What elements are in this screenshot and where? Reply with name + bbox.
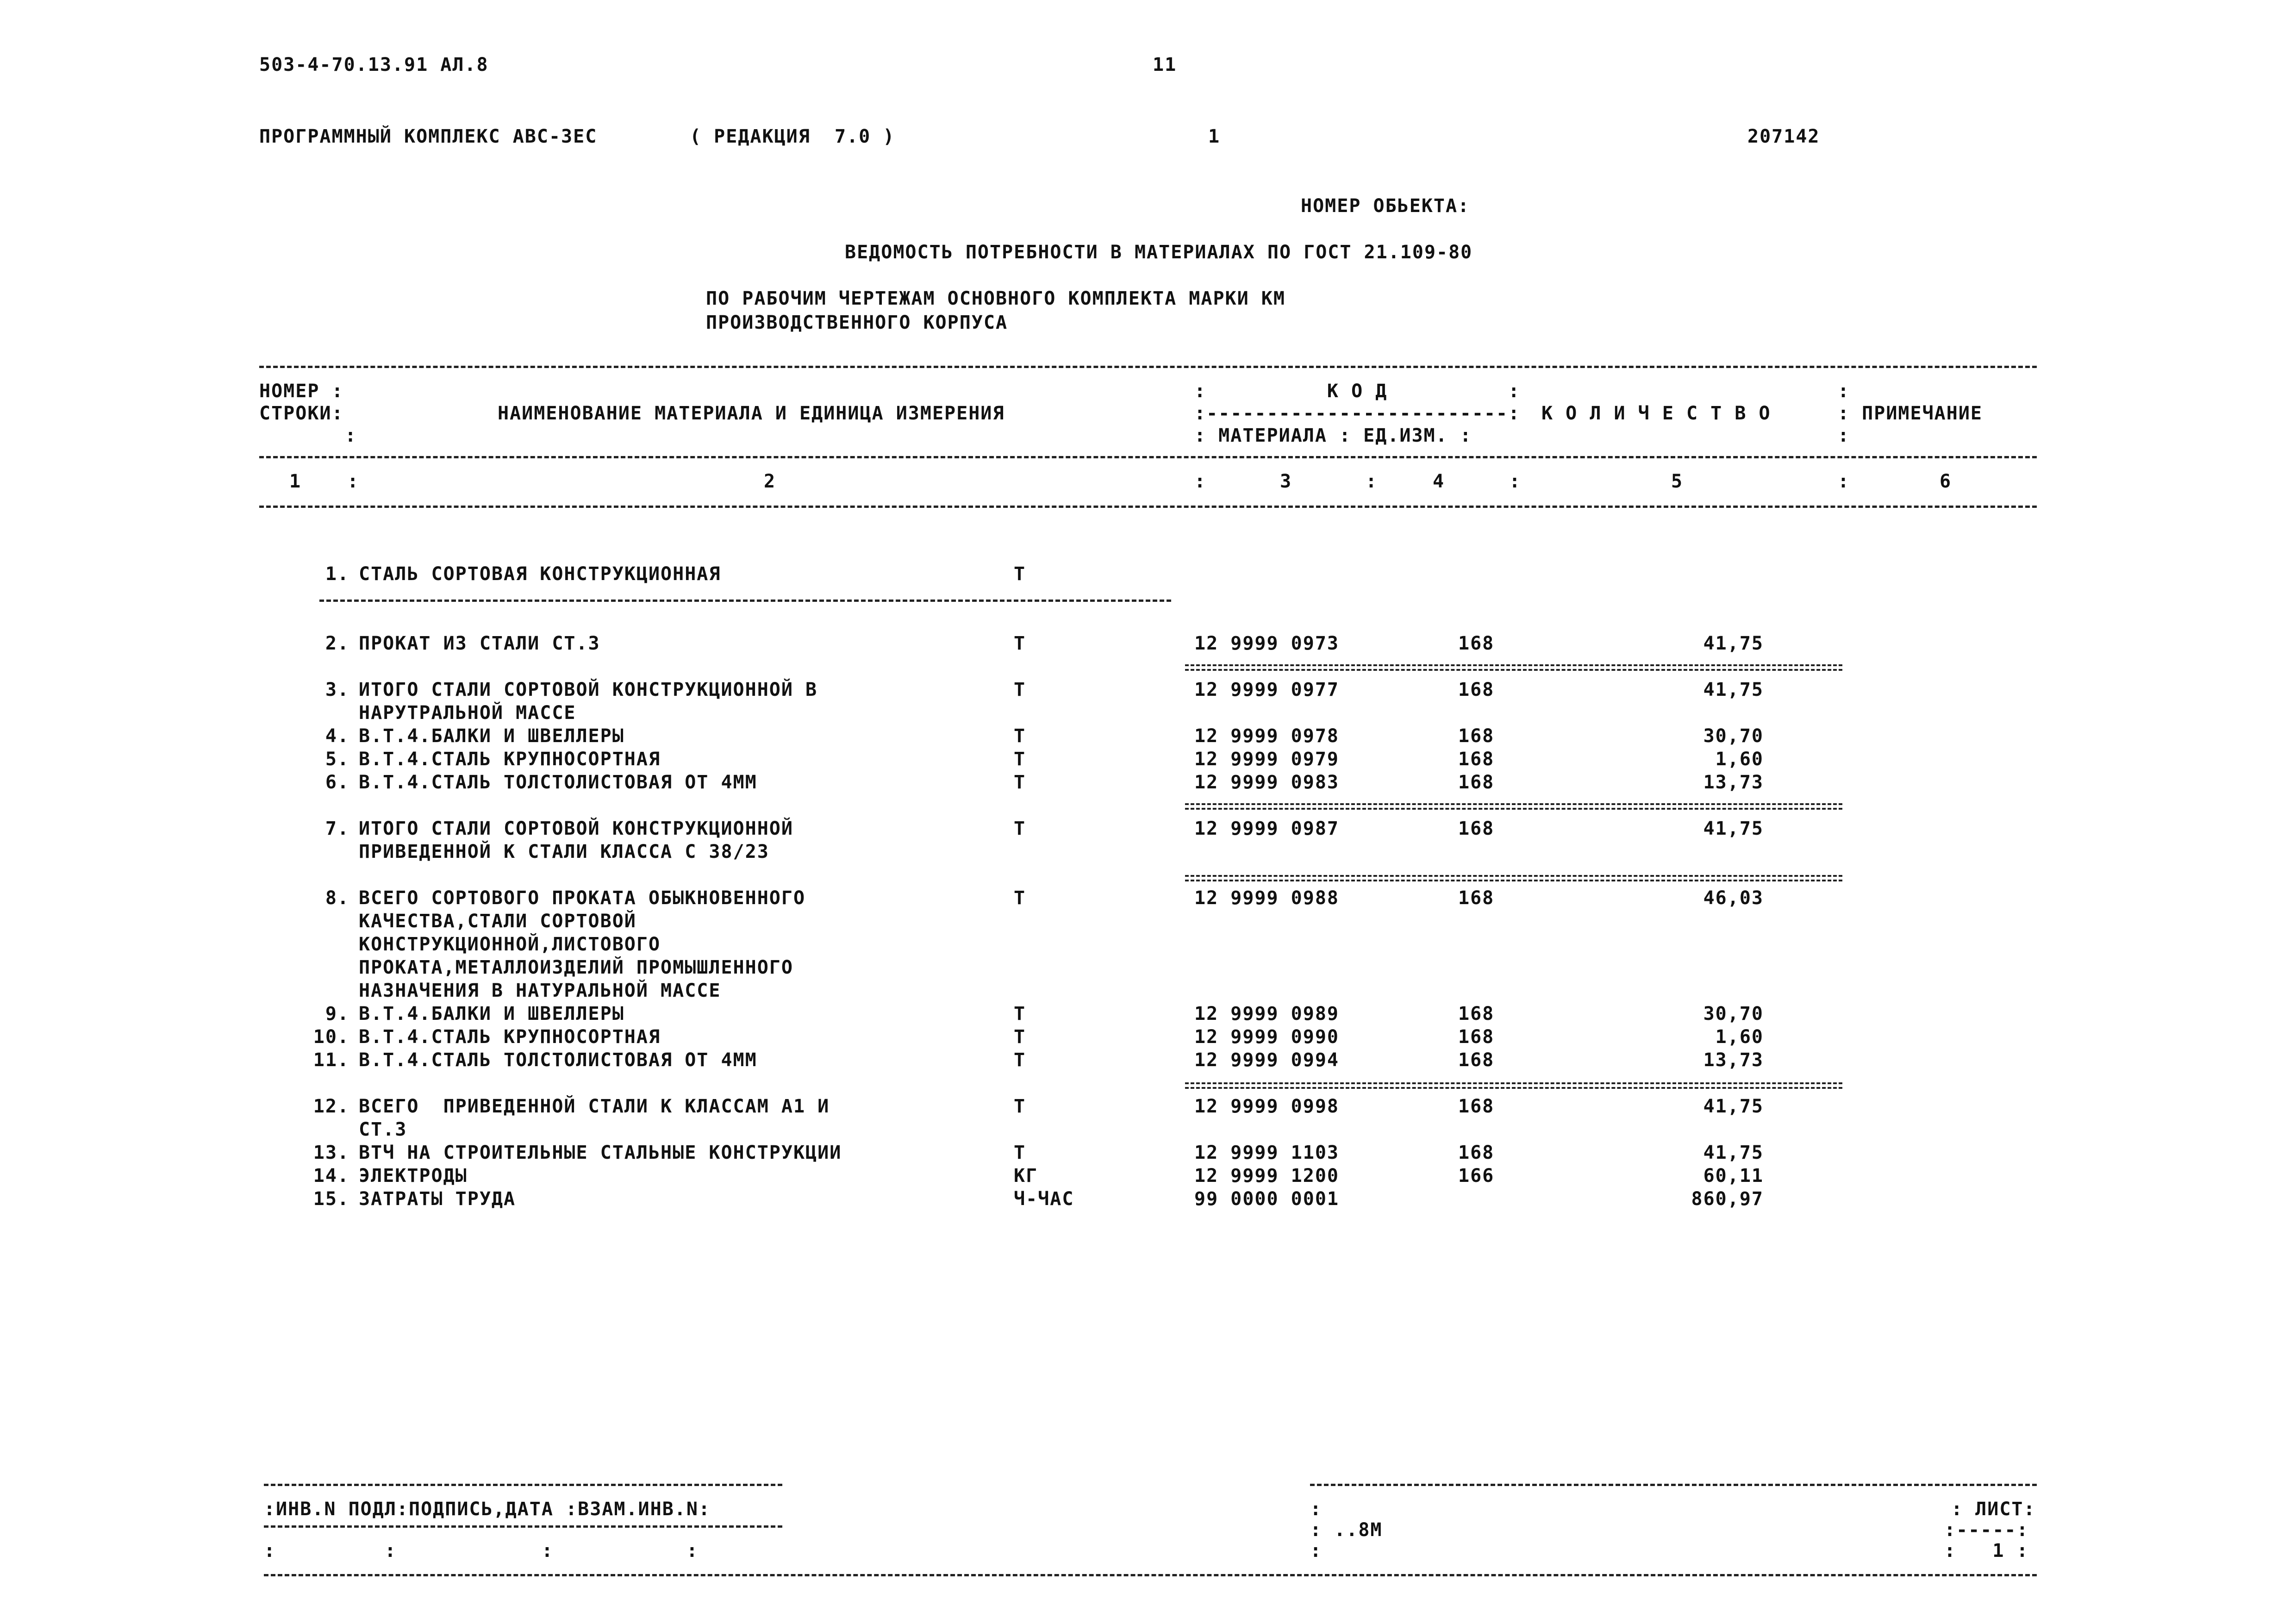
unit-value: Т bbox=[1014, 1142, 1026, 1163]
material-name: ВСЕГО ПРИВЕДЕННОЙ СТАЛИ К КЛАССАМ А1 И bbox=[359, 1096, 830, 1117]
quantity-value: 60,11 bbox=[1703, 1165, 1764, 1187]
quantity-value: 46,03 bbox=[1703, 887, 1764, 909]
total-rule bbox=[1185, 803, 1842, 810]
footer-sheet-label: : ЛИСТ: bbox=[1951, 1499, 2036, 1520]
note-separator-1: : bbox=[1838, 381, 1850, 402]
material-name: ПРОКАТ ИЗ СТАЛИ СТ.3 bbox=[359, 633, 600, 654]
material-name: В.Т.4.СТАЛЬ ТОЛСТОЛИСТОВАЯ ОТ 4ММ bbox=[359, 772, 757, 793]
material-name: В.Т.4.СТАЛЬ ТОЛСТОЛИСТОВАЯ ОТ 4ММ bbox=[359, 1049, 757, 1071]
note-separator-3: : bbox=[1838, 425, 1850, 446]
unit-value: Ч-ЧАС bbox=[1014, 1188, 1074, 1210]
footer-left-cells: : : : : bbox=[264, 1540, 699, 1562]
material-code: 12 9999 1200 bbox=[1194, 1165, 1339, 1187]
unit-value: Т bbox=[1014, 818, 1026, 839]
object-number-label: НОМЕР ОБЬЕКТА: bbox=[1301, 195, 1470, 217]
material-name: СТ.3 bbox=[359, 1119, 407, 1140]
material-code: 12 9999 0990 bbox=[1194, 1026, 1339, 1048]
quantity-value: 13,73 bbox=[1703, 772, 1764, 793]
footer-rule-left-top bbox=[264, 1484, 782, 1486]
unit-code: 168 bbox=[1458, 818, 1495, 839]
material-name: ВТЧ НА СТРОИТЕЛЬНЫЕ СТАЛЬНЫЕ КОНСТРУКЦИИ bbox=[359, 1142, 842, 1163]
unit-code: 168 bbox=[1458, 725, 1495, 747]
material-code: 99 0000 0001 bbox=[1194, 1188, 1339, 1210]
total-rule bbox=[1185, 875, 1842, 881]
unit-value: Т bbox=[1014, 725, 1026, 747]
row-number: 9. bbox=[325, 1003, 349, 1024]
unit-code: 168 bbox=[1458, 633, 1495, 654]
quantity-value: 13,73 bbox=[1703, 1049, 1764, 1071]
unit-code: 168 bbox=[1458, 1026, 1495, 1048]
unit-code: 166 bbox=[1458, 1165, 1495, 1187]
material-code: 12 9999 0998 bbox=[1194, 1096, 1339, 1117]
header-rule-bottom bbox=[259, 506, 2037, 508]
footer-mid-sep-1: : bbox=[1310, 1499, 1323, 1520]
quantity-value: 1,60 bbox=[1715, 1026, 1764, 1048]
row-number: 15. bbox=[313, 1188, 349, 1210]
material-name: В.Т.4.СТАЛЬ КРУПНОСОРТНАЯ bbox=[359, 1026, 661, 1048]
program-name: ПРОГРАММНЫЙ КОМПЛЕКС АВС-3ЕС bbox=[259, 126, 598, 147]
row-number: 10. bbox=[313, 1026, 349, 1048]
subtitle-line-1: ПО РАБОЧИМ ЧЕРТЕЖАМ ОСНОВНОГО КОМПЛЕКТА МАРКИ КМ bbox=[706, 288, 1285, 309]
material-name: ЗАТРАТЫ ТРУДА bbox=[359, 1188, 516, 1210]
material-name: В.Т.4.СТАЛЬ КРУПНОСОРТНАЯ bbox=[359, 749, 661, 770]
row-number: 6. bbox=[325, 772, 349, 793]
row-number-heading-2: СТРОКИ: bbox=[259, 403, 344, 424]
material-code: 12 9999 0994 bbox=[1194, 1049, 1339, 1071]
material-code: 12 9999 0973 bbox=[1194, 633, 1339, 654]
note-heading: : ПРИМЕЧАНИЕ bbox=[1838, 403, 1983, 424]
material-name: СТАЛЬ СОРТОВАЯ КОНСТРУКЦИОННАЯ bbox=[359, 563, 721, 585]
unit-code: 168 bbox=[1458, 1096, 1495, 1117]
col-number-2: 2 bbox=[764, 471, 776, 492]
material-name: НАЗНАЧЕНИЯ В НАТУРАЛЬНОЙ МАССЕ bbox=[359, 980, 721, 1001]
page-number: 11 bbox=[1153, 54, 1177, 75]
material-name: ВСЕГО СОРТОВОГО ПРОКАТА ОБЫКНОВЕННОГО bbox=[359, 887, 806, 909]
unit-code: 168 bbox=[1458, 1003, 1495, 1024]
footer-rule-left-mid bbox=[264, 1525, 782, 1528]
footer-sheet-rule: :-----: bbox=[1944, 1519, 2029, 1541]
page-title: ВЕДОМОСТЬ ПОТРЕБНОСТИ В МАТЕРИАЛАХ ПО ГОСТ 21.109-80 bbox=[845, 242, 1473, 263]
row-number: 13. bbox=[313, 1142, 349, 1163]
material-name: В.Т.4.БАЛКИ И ШВЕЛЛЕРЫ bbox=[359, 1003, 624, 1024]
row-number: 2. bbox=[325, 633, 349, 654]
col-number-3: 3 bbox=[1280, 471, 1292, 492]
quantity-value: 30,70 bbox=[1703, 1003, 1764, 1024]
unit-value: Т bbox=[1014, 679, 1026, 700]
material-name: КАЧЕСТВА,СТАЛИ СОРТОВОЙ bbox=[359, 911, 636, 932]
quantity-value: 41,75 bbox=[1703, 1142, 1764, 1163]
total-rule bbox=[1185, 664, 1842, 671]
col-number-5: 5 bbox=[1671, 471, 1684, 492]
code-subheadings: : МАТЕРИАЛА : ЕД.ИЗМ. : bbox=[1194, 425, 1472, 446]
quantity-value: 41,75 bbox=[1703, 1096, 1764, 1117]
edition-label: ( РЕДАКЦИЯ 7.0 ) bbox=[690, 126, 895, 147]
footer-rule-bottom bbox=[264, 1574, 2037, 1576]
material-code: 12 9999 0988 bbox=[1194, 887, 1339, 909]
col-number-sep: : bbox=[1838, 471, 1850, 492]
material-code: 12 9999 0977 bbox=[1194, 679, 1339, 700]
col-number-1: 1 bbox=[289, 471, 302, 492]
row-number: 8. bbox=[325, 887, 349, 909]
quantity-heading: К О Л И Ч Е С Т В О bbox=[1541, 403, 1771, 424]
unit-code: 168 bbox=[1458, 1049, 1495, 1071]
material-name-heading: НАИМЕНОВАНИЕ МАТЕРИАЛА И ЕДИНИЦА ИЗМЕРЕНИЯ bbox=[498, 403, 1005, 424]
unit-code: 168 bbox=[1458, 772, 1495, 793]
col-number-sep: : bbox=[1194, 471, 1207, 492]
material-code: 12 9999 0979 bbox=[1194, 749, 1339, 770]
header-rule-top bbox=[259, 366, 2037, 368]
code-heading-rule: :-------------------------: bbox=[1194, 403, 1521, 424]
material-code: 12 9999 1103 bbox=[1194, 1142, 1339, 1163]
unit-value: Т bbox=[1014, 1026, 1026, 1048]
row-number-heading-1: НОМЕР : bbox=[259, 381, 344, 402]
doc-code: 503-4-70.13.91 АЛ.8 bbox=[259, 54, 489, 75]
col-number-sep: : bbox=[1366, 471, 1378, 492]
subtitle-line-2: ПРОИЗВОДСТВЕННОГО КОРПУСА bbox=[706, 312, 1008, 333]
unit-code: 168 bbox=[1458, 679, 1495, 700]
unit-value: Т bbox=[1014, 1049, 1026, 1071]
row-number: 5. bbox=[325, 749, 349, 770]
unit-value: Т bbox=[1014, 772, 1026, 793]
total-rule bbox=[1185, 1082, 1842, 1089]
footer-sheet-code: : ..8М bbox=[1310, 1519, 1383, 1541]
quantity-value: 41,75 bbox=[1703, 633, 1764, 654]
col-number-sep: : bbox=[1509, 471, 1522, 492]
unit-code: 168 bbox=[1458, 1142, 1495, 1163]
row-number: 7. bbox=[325, 818, 349, 839]
material-name: ПРОКАТА,МЕТАЛЛОИЗДЕЛИЙ ПРОМЫШЛЕННОГО bbox=[359, 957, 793, 978]
footer-sheet-number: : 1 : bbox=[1944, 1540, 2029, 1562]
unit-value: Т bbox=[1014, 1003, 1026, 1024]
code-heading: : К О Д : bbox=[1194, 381, 1521, 402]
unit-value: Т bbox=[1014, 1096, 1026, 1117]
material-name: НАРУТРАЛЬНОЙ МАССЕ bbox=[359, 702, 576, 724]
quantity-value: 860,97 bbox=[1691, 1188, 1764, 1210]
col-number-4: 4 bbox=[1433, 471, 1445, 492]
unit-value: Т bbox=[1014, 633, 1026, 654]
material-code: 12 9999 0983 bbox=[1194, 772, 1339, 793]
material-name: В.Т.4.БАЛКИ И ШВЕЛЛЕРЫ bbox=[359, 725, 624, 747]
unit-value: Т bbox=[1014, 563, 1026, 585]
col-number-6: 6 bbox=[1940, 471, 1952, 492]
row-number: 3. bbox=[325, 679, 349, 700]
unit-value: Т bbox=[1014, 749, 1026, 770]
doc-number: 207142 bbox=[1747, 126, 1820, 147]
row-number-heading-3: : bbox=[345, 425, 357, 446]
unit-value: КГ bbox=[1014, 1165, 1038, 1187]
material-name: КОНСТРУКЦИОННОЙ,ЛИСТОВОГО bbox=[359, 934, 661, 955]
col-number-sep: : bbox=[347, 471, 360, 492]
material-code: 12 9999 0987 bbox=[1194, 818, 1339, 839]
material-name: ИТОГО СТАЛИ СОРТОВОЙ КОНСТРУКЦИОННОЙ В bbox=[359, 679, 818, 700]
header-rule-mid bbox=[259, 456, 2037, 458]
row-number: 1. bbox=[325, 563, 349, 585]
unit-value: Т bbox=[1014, 887, 1026, 909]
row-number: 11. bbox=[313, 1049, 349, 1071]
unit-code: 168 bbox=[1458, 749, 1495, 770]
quantity-value: 30,70 bbox=[1703, 725, 1764, 747]
row-number: 4. bbox=[325, 725, 349, 747]
section-underline bbox=[319, 600, 1171, 602]
material-name: ПРИВЕДЕННОЙ К СТАЛИ КЛАССА С 38/23 bbox=[359, 841, 769, 862]
footer-rule-right-top bbox=[1310, 1484, 2037, 1486]
unit-code: 168 bbox=[1458, 887, 1495, 909]
footer-left-header: :ИНВ.N ПОДЛ:ПОДПИСЬ,ДАТА :ВЗАМ.ИНВ.N: bbox=[264, 1499, 711, 1520]
material-code: 12 9999 0978 bbox=[1194, 725, 1339, 747]
footer-mid-sep-3: : bbox=[1310, 1540, 1323, 1562]
material-name: ИТОГО СТАЛИ СОРТОВОЙ КОНСТРУКЦИОННОЙ bbox=[359, 818, 793, 839]
row-number: 12. bbox=[313, 1096, 349, 1117]
material-code: 12 9999 0989 bbox=[1194, 1003, 1339, 1024]
quantity-value: 1,60 bbox=[1715, 749, 1764, 770]
quantity-value: 41,75 bbox=[1703, 679, 1764, 700]
quantity-value: 41,75 bbox=[1703, 818, 1764, 839]
sheet-indicator: 1 bbox=[1208, 126, 1221, 147]
row-number: 14. bbox=[313, 1165, 349, 1187]
material-name: ЭЛЕКТРОДЫ bbox=[359, 1165, 468, 1187]
